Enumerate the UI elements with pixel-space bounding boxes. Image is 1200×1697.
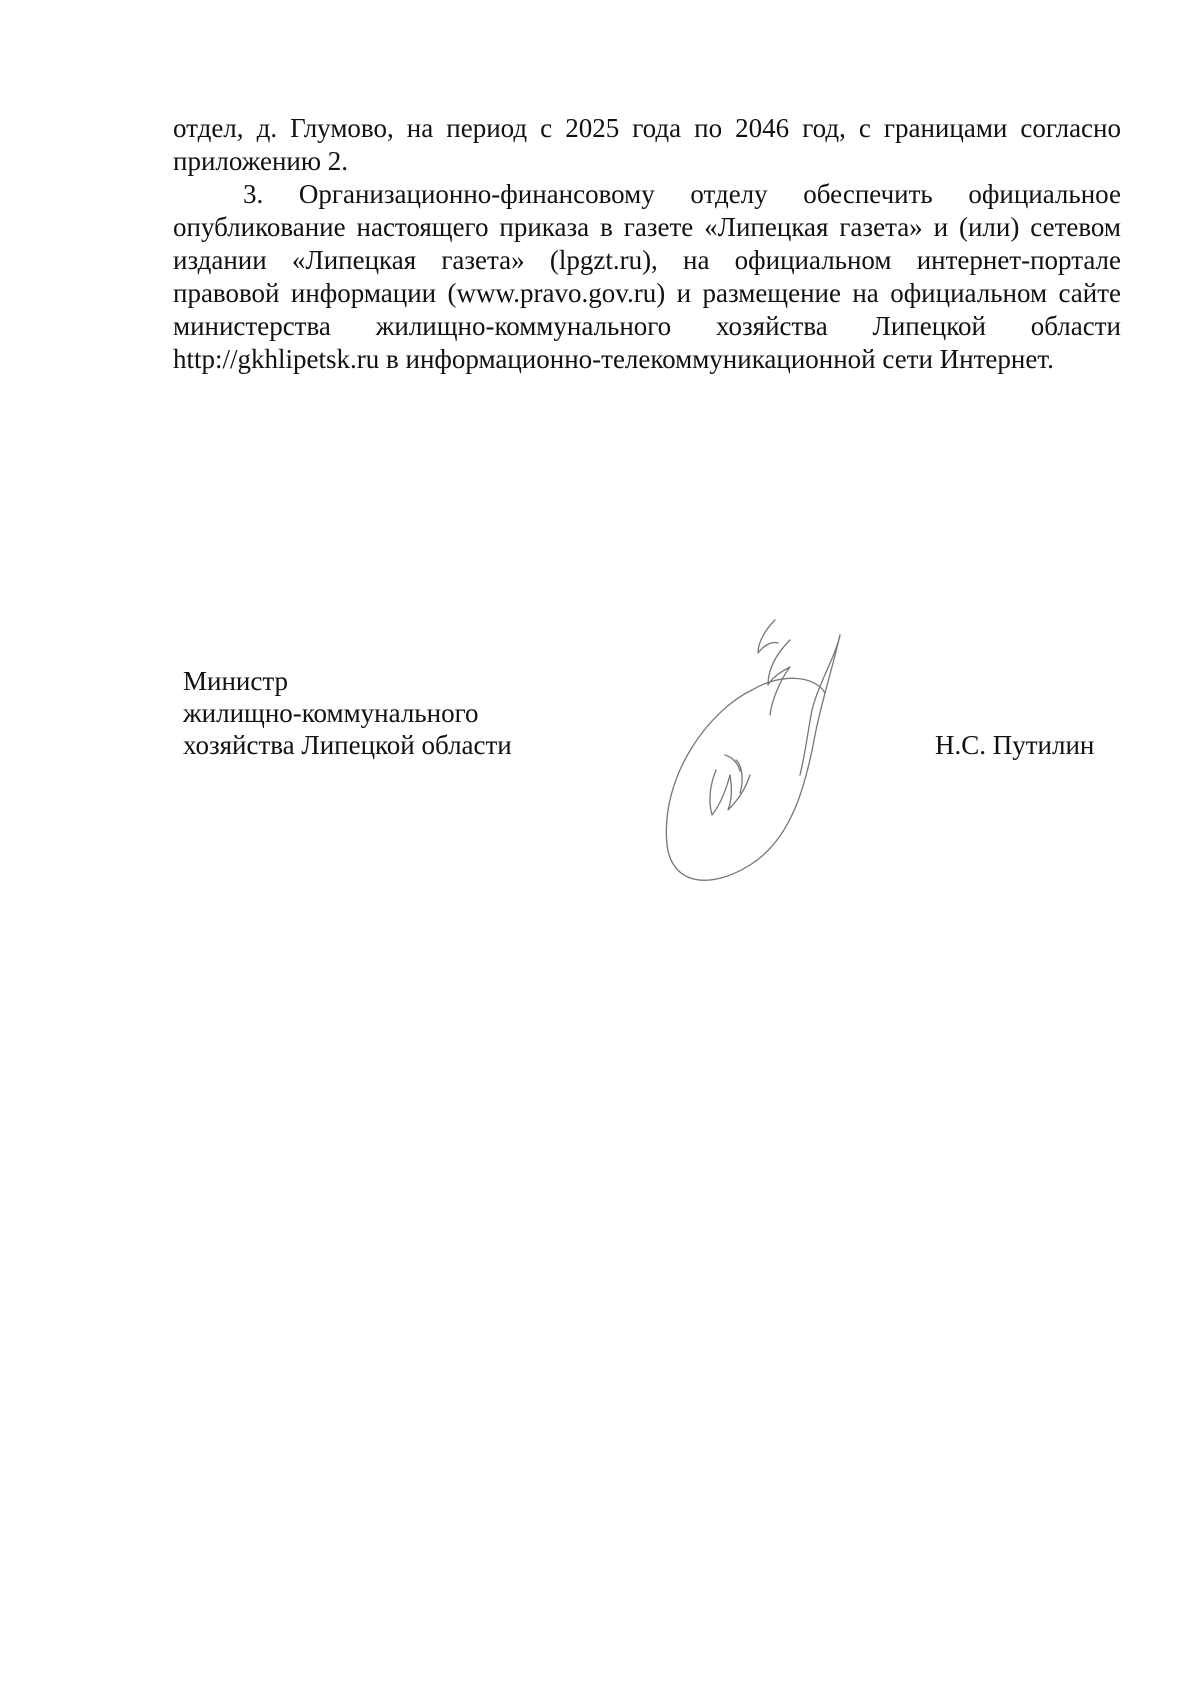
signatory-title-line1: Министр: [183, 666, 288, 696]
signatory-title-line3: хозяйства Липецкой области: [183, 730, 512, 760]
paragraph-3: 3. Организационно-финансовому отделу обеспечить официальное опубликование настоящего приказа в газете «Липецкая газета» и (или) сетевом издании «Липецкая газета» (lpgzt.ru), на официальном интернет-портале правовой информации (www.pravo.gov.ru) и размещение на официальном сайте министерства жилищно-коммунального хозяйства Липецкой области http://gkhlipetsk.ru в информационно-телекоммуникационной сети Интернет.: [173, 179, 1121, 374]
signatory-title: [183, 665, 512, 761]
handwritten-signature: [640, 615, 900, 895]
signatory-name: Н.С. Путилин: [935, 730, 1095, 760]
document-body: [173, 112, 1121, 376]
signatory-title-line2: жилищно-коммунального: [183, 698, 479, 728]
paragraph-continuation: отдел, д. Глумово, на период с 2025 года по 2046 год, с границами согласно приложению 2.: [173, 113, 1121, 176]
